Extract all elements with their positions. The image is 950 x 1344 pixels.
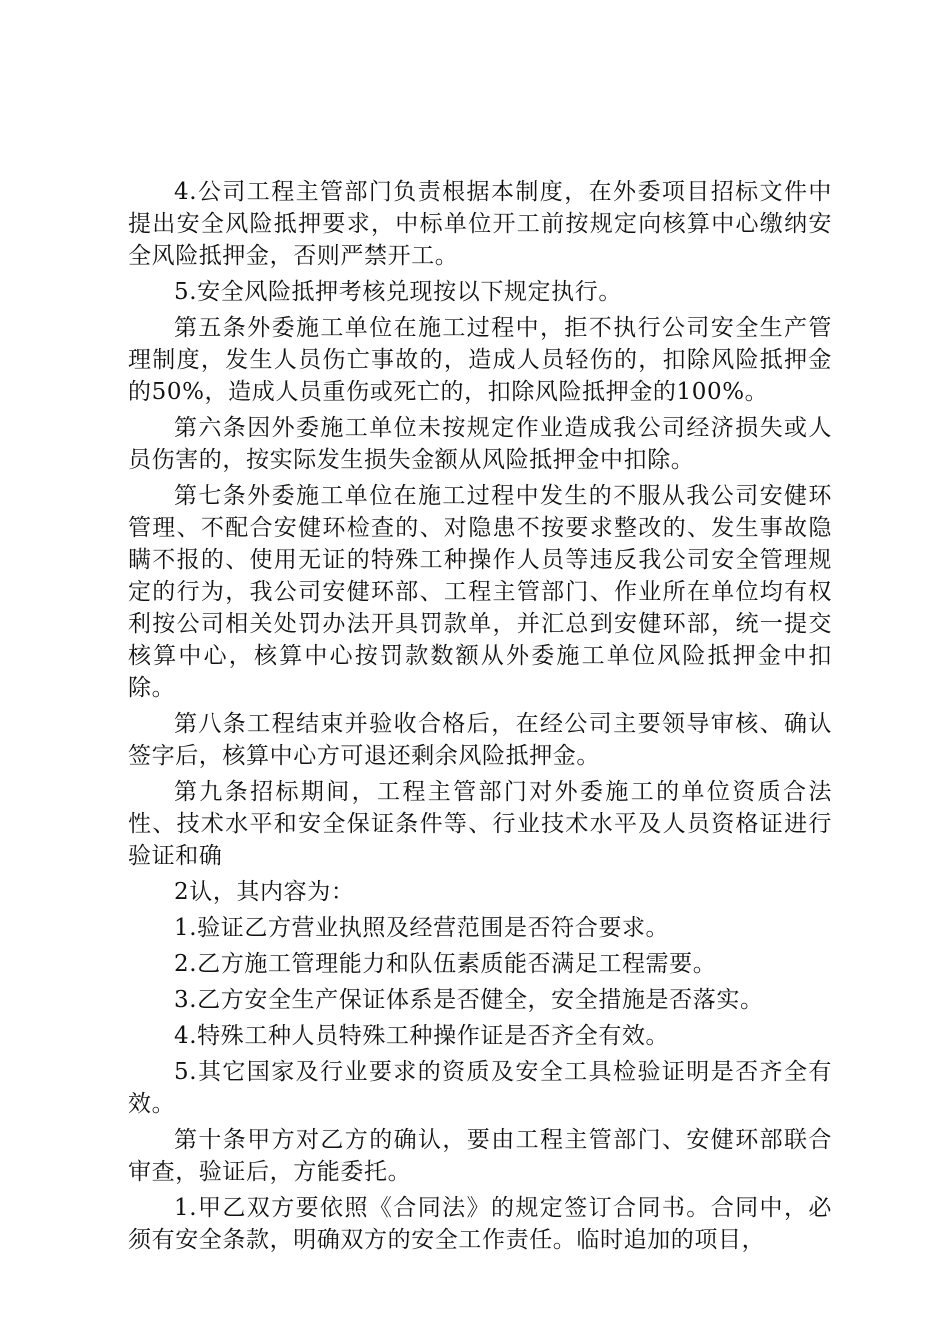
paragraph-4-bid-requirement: 4.公司工程主管部门负责根据本制度，在外委项目招标文件中提出安全风险抵押要求，中标单位开工前按规定向核算中心缴纳安全风险抵押金，否则严禁开工。	[128, 179, 832, 269]
article-10-item-1: 1.甲乙双方要依照《合同法》的规定签订合同书。合同中，必须有安全条款，明确双方的安全工作责任。临时追加的项目，	[128, 1195, 832, 1253]
list-item-5: 5.其它国家及行业要求的资质及安全工具检验证明是否齐全有效。	[128, 1059, 832, 1117]
paragraph-5-assessment: 5.安全风险抵押考核兑现按以下规定执行。	[174, 279, 622, 305]
document-body	[128, 176, 832, 1260]
article-8: 第八条工程结束并验收合格后，在经公司主要领导审核、确认签字后，核算中心方可退还剩余风险抵押金。	[128, 711, 832, 769]
article-7: 第七条外委施工单位在施工过程中发生的不服从我公司安健环管理、不配合安健环检查的、对隐患不按要求整改的、发生事故隐瞒不报的、使用无证的特殊工种操作人员等违反我公司安全管理规定的行为，我公司安健环部、工程主管部门、作业所在单位均有权利按公司相关处罚办法开具罚款单，并汇总到安健环部，统一提交核算中心，核算中心按罚款数额从外委施工单位风险抵押金中扣除。	[128, 483, 832, 701]
list-item-1: 1.验证乙方营业执照及经营范围是否符合要求。	[174, 915, 670, 941]
article-9-continued: 2认，其内容为：	[174, 879, 355, 905]
article-5: 第五条外委施工单位在施工过程中，拒不执行公司安全生产管理制度，发生人员伤亡事故的，造成人员轻伤的，扣除风险抵押金的50%，造成人员重伤或死亡的，扣除风险抵押金的100%。	[128, 315, 832, 405]
article-9: 第九条招标期间，工程主管部门对外委施工的单位资质合法性、技术水平和安全保证条件等、行业技术水平及人员资格证进行验证和确	[128, 779, 832, 869]
article-10: 第十条甲方对乙方的确认，要由工程主管部门、安健环部联合审查，验证后，方能委托。	[128, 1127, 832, 1185]
article-6: 第六条因外委施工单位未按规定作业造成我公司经济损失或人员伤害的，按实际发生损失金额从风险抵押金中扣除。	[128, 415, 832, 473]
list-item-3: 3.乙方安全生产保证体系是否健全，安全措施是否落实。	[174, 987, 764, 1013]
list-item-4: 4.特殊工种人员特殊工种操作证是否齐全有效。	[174, 1023, 670, 1049]
list-item-2: 2.乙方施工管理能力和队伍素质能否满足工程需要。	[174, 951, 717, 977]
